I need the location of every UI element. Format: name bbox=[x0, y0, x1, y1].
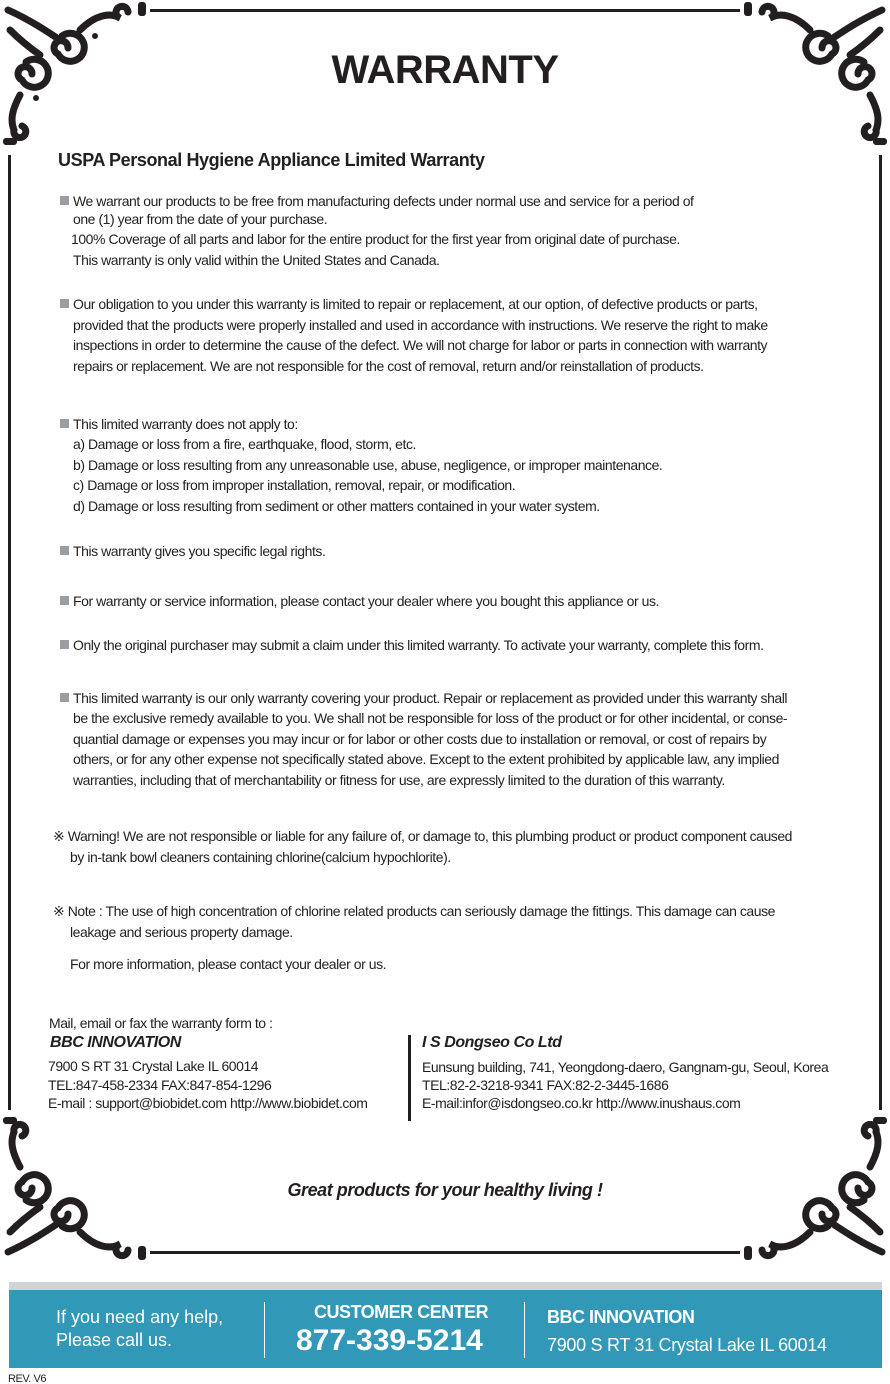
footer-top-stripe bbox=[9, 1282, 882, 1290]
footer-company: BBC INNOVATION bbox=[547, 1307, 695, 1327]
paragraph-line: be the exclusive remedy available to you. We shall not be responsible for loss of the product or for other incidental, or conse- bbox=[73, 710, 788, 726]
left-company-name: BBC INNOVATION bbox=[50, 1034, 181, 1051]
banner-divider bbox=[264, 1302, 265, 1358]
bullet-icon bbox=[60, 640, 69, 649]
right-tel-fax: TEL:82-2-3218-9341 FAX:82-2-3445-1686 bbox=[422, 1077, 669, 1093]
warning-line: by in-tank bowl cleaners containing chlorine(calcium hypochlorite). bbox=[70, 849, 451, 865]
paragraph-line: c) Damage or loss from improper installation, removal, repair, or modification. bbox=[73, 477, 516, 493]
contact-divider bbox=[408, 1035, 411, 1121]
revision-label: REV. V6 bbox=[8, 1373, 47, 1384]
bullet-icon bbox=[60, 196, 69, 205]
banner-divider bbox=[524, 1302, 525, 1358]
paragraph-line: b) Damage or loss resulting from any unreasonable use, abuse, negligence, or improper maintenance. bbox=[73, 457, 663, 473]
right-company-name: I S Dongseo Co Ltd bbox=[422, 1034, 562, 1051]
note-line: leakage and serious property damage. bbox=[70, 924, 293, 940]
frame-right bbox=[879, 155, 882, 1110]
bullet-icon bbox=[60, 419, 69, 428]
help-line-2: Please call us. bbox=[56, 1330, 173, 1350]
paragraph-line: This limited warranty does not apply to: bbox=[73, 416, 298, 432]
help-line-1: If you need any help, bbox=[56, 1307, 224, 1327]
paragraph-line: one (1) year from the date of your purchase. bbox=[73, 211, 328, 227]
paragraph-line: provided that the products were properly installed and used in accordance with instructions. We reserve the right to make bbox=[73, 317, 768, 333]
paragraph-line: repairs or replacement. We are not responsible for the cost of removal, return and/or reinstallation of products. bbox=[73, 358, 704, 374]
paragraph-line: Our obligation to you under this warranty is limited to repair or replacement, at our option, of defective products or parts, bbox=[73, 296, 758, 312]
section-heading: USPA Personal Hygiene Appliance Limited Warranty bbox=[58, 150, 485, 170]
paragraph-line: We warrant our products to be free from manufacturing defects under normal use and service for a period of bbox=[73, 193, 694, 209]
bullet-icon bbox=[60, 546, 69, 555]
customer-center-banner bbox=[9, 1290, 882, 1368]
left-tel-fax: TEL:847-458-2334 FAX:847-854-1296 bbox=[48, 1077, 272, 1093]
paragraph-line: warranties, including that of merchantability or fitness for use, are expressly limited to the duration of this warranty. bbox=[73, 772, 725, 788]
paragraph-line: inspections in order to determine the cause of the defect. We will not charge for labor or parts in connection with warranty bbox=[73, 337, 768, 353]
note-line: ※ Note : The use of high concentration of chlorine related products can seriously damage the fittings. This damage can cause bbox=[53, 903, 775, 919]
warning-line: ※ Warning! We are not responsible or liable for any failure of, or damage to, this plumbing product or product component caused bbox=[53, 828, 793, 844]
page-title: WARRANTY bbox=[331, 48, 559, 92]
paragraph-line: This warranty gives you specific legal rights. bbox=[73, 543, 326, 559]
more-info: For more information, please contact your dealer or us. bbox=[70, 956, 387, 972]
paragraph-line: This warranty is only valid within the United States and Canada. bbox=[73, 252, 440, 268]
left-email-web[interactable]: E-mail : support@biobidet.com http://www.biobidet.com bbox=[48, 1095, 368, 1111]
frame-left bbox=[8, 155, 11, 1110]
paragraph-line: Only the original purchaser may submit a claim under this limited warranty. To activate your warranty, complete this form. bbox=[73, 637, 764, 653]
footer-address: 7900 S RT 31 Crystal Lake IL 60014 bbox=[547, 1335, 827, 1355]
paragraph-line: d) Damage or loss resulting from sediment or other matters contained in your water system. bbox=[73, 498, 600, 514]
mail-label: Mail, email or fax the warranty form to : bbox=[49, 1015, 273, 1031]
paragraph-line: a) Damage or loss from a fire, earthquake, flood, storm, etc. bbox=[73, 436, 416, 452]
paragraph-line: quantial damage or expenses you may incur or for labor or other costs due to installation or removal, or cost of repairs by bbox=[73, 731, 767, 747]
paragraph-line: This limited warranty is our only warranty covering your product. Repair or replacement as provided under this warranty shall bbox=[73, 690, 788, 706]
slogan: Great products for your healthy living ! bbox=[287, 1180, 603, 1200]
bullet-icon bbox=[60, 299, 69, 308]
bullet-icon bbox=[60, 596, 69, 605]
left-address: 7900 S RT 31 Crystal Lake IL 60014 bbox=[48, 1058, 259, 1074]
paragraph-line: For warranty or service information, please contact your dealer where you bought this appliance or us. bbox=[73, 593, 659, 609]
right-address: Eunsung building, 741, Yeongdong-daero, Gangnam-gu, Seoul, Korea bbox=[422, 1059, 829, 1075]
customer-center-label: CUSTOMER CENTER bbox=[314, 1302, 489, 1322]
customer-center-phone[interactable]: 877-339-5214 bbox=[296, 1324, 483, 1357]
paragraph-line: others, or for any other expense not specifically stated above. Except to the extent prohibited by applicable law, any implied bbox=[73, 751, 779, 767]
frame-top bbox=[150, 9, 740, 12]
right-email-web[interactable]: E-mail:infor@isdongseo.co.kr http://www.inushaus.com bbox=[422, 1095, 741, 1111]
paragraph-line: 100% Coverage of all parts and labor for the entire product for the first year from original date of purchase. bbox=[71, 231, 680, 247]
frame-bottom bbox=[150, 1251, 740, 1254]
bullet-icon bbox=[60, 693, 69, 702]
